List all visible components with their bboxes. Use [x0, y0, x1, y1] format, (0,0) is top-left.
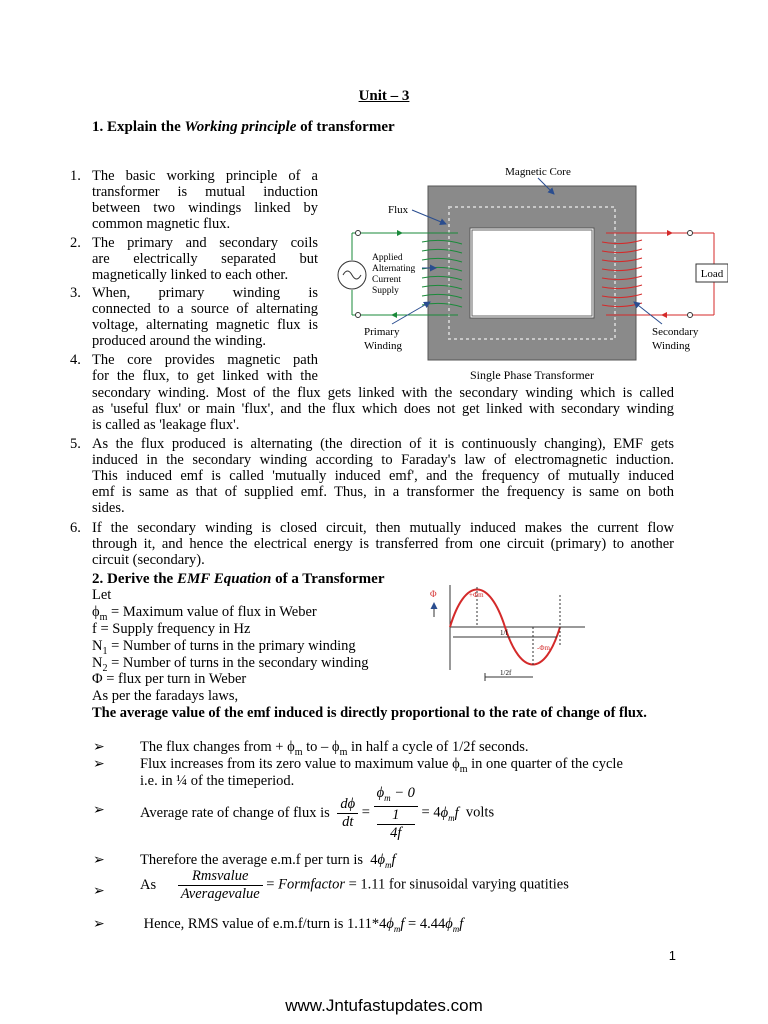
bullet-2-line-2: i.e. in ¼ of the timeperiod.	[140, 773, 295, 789]
point-4-line-5: is called as 'leakage flux'.	[92, 417, 240, 433]
primary-label: Primary	[364, 326, 400, 338]
point-5-line-2: induced in the secondary winding according to Faraday's law of electromagnetic induction.	[92, 452, 674, 468]
bullet-3: Average rate of change of flux is $\frac{d\phi}{dt}$ = $\phi_m - 0$ 1 4f = $4\phi_mf$ volts	[140, 785, 495, 841]
secondary-label: Secondary	[652, 326, 699, 338]
point-1-line-1: The basic working principle of a	[92, 168, 318, 184]
supply-label: Supply	[372, 286, 399, 296]
bullet-1: The flux changes from + $\phi_m$ to – $\phi_m$ in half a cycle of 1/2f seconds.	[140, 739, 529, 758]
point-6-line-1: If the secondary winding is closed circuit, then mutually induced makes the current flow	[92, 520, 674, 536]
point-1-line-2: transformer is mutual induction	[92, 184, 318, 200]
secondary-winding-label: Winding	[652, 340, 691, 352]
point-6-number: 6.	[70, 520, 81, 536]
point-3-line-2: connected to a source of alternating	[92, 301, 318, 317]
question-1-heading: 1. Explain the Working principle of transformer	[92, 119, 395, 135]
question-2-heading: 2. Derive the EMF Equation of a Transformer	[92, 571, 385, 587]
diagram-caption: Single Phase Transformer	[470, 368, 594, 382]
bullet-4: Therefore the average e.m.f per turn is $4\phi_mf$	[140, 852, 396, 870]
point-2-line-1: The primary and secondary coils	[92, 235, 318, 251]
point-3-line-1: When, primary winding is	[92, 285, 318, 301]
let-text: Let	[92, 587, 112, 603]
phi-axis-label: Φ	[430, 589, 437, 599]
primary-winding-label: Winding	[364, 340, 403, 352]
bullet-arrow-icon: ➢	[93, 803, 105, 818]
def-phim: $\phi_m$ = Maximum value of flux in Weber	[92, 604, 317, 623]
flux-waveform-diagram	[425, 575, 590, 690]
point-4-number: 4.	[70, 352, 81, 368]
def-phi: Φ = flux per turn in Weber	[92, 671, 247, 687]
bullet-5: As $\frac{\text{Rmsvalue}}{\text{Averagevalue}}$ = Formfactor = 1.11 for sinusoidal varying quatities	[140, 868, 569, 902]
point-5-line-5: sides.	[92, 500, 125, 516]
point-6-line-3: circuit (secondary).	[92, 552, 205, 568]
point-2-number: 2.	[70, 235, 81, 251]
point-3-number: 3.	[70, 285, 81, 301]
bullet-arrow-icon: ➢	[93, 884, 105, 899]
average-emf-statement: The average value of the emf induced is directly proportional to the rate of change of flux.	[92, 705, 647, 721]
alternating-label: Alternating	[372, 264, 416, 274]
point-1-number: 1.	[70, 168, 81, 184]
page-number: 1	[668, 948, 676, 963]
minus-phim-label: -Φm	[537, 644, 550, 652]
bullet-arrow-icon: ➢	[93, 740, 105, 755]
point-5-line-1: As the flux produced is alternating (the direction of it is continuously changing), EMF gets	[92, 436, 674, 452]
def-n1: $N_1$ = Number of turns in the primary winding	[92, 638, 356, 657]
point-4-line-4: as 'useful flux' or main 'flux', and the flux which does not get linked with secondary winding	[92, 401, 674, 417]
footer-url[interactable]: www.Jntufastupdates.com	[285, 996, 483, 1015]
point-1-line-4: common magnetic flux.	[92, 216, 231, 232]
plus-phim-label: +Φm	[469, 591, 484, 599]
def-n2: $N_2$ = Number of turns in the secondary winding	[92, 655, 369, 674]
point-2-line-3: magnetically linked to each other.	[92, 267, 289, 283]
unit-title: Unit – 3	[358, 88, 410, 104]
half-period-label: 1/2f	[500, 669, 512, 677]
bullet-arrow-icon: ➢	[93, 853, 105, 868]
point-5-line-3: This induced emf is called 'mutually induced emf', and the frequency of mutually induced	[92, 468, 674, 484]
point-1-line-3: between two windings linked by	[92, 200, 318, 216]
point-4-line-2: for the flux, to get linked with the	[92, 368, 318, 384]
current-label: Current	[372, 275, 402, 285]
faraday-text: As per the faradays laws,	[92, 688, 239, 704]
point-3-line-3: voltage, alternating magnetic flux is	[92, 317, 318, 333]
point-5-number: 5.	[70, 436, 81, 452]
flux-label: Flux	[388, 204, 409, 216]
point-5-line-4: emf is same as that of supplied emf. Thus, in a transformer the frequency is same on both	[92, 484, 674, 500]
point-2-line-2: are electrically separated but	[92, 251, 318, 267]
bullet-arrow-icon: ➢	[93, 917, 105, 932]
load-label: Load	[700, 268, 724, 280]
period-label: 1/f	[500, 629, 508, 637]
transformer-diagram	[322, 160, 728, 385]
bullet-arrow-icon: ➢	[93, 757, 105, 772]
point-4-line-3: secondary winding. Most of the flux gets linked with the secondary winding which is called	[92, 385, 674, 401]
bullet-6: Hence, RMS value of e.m.f/turn is $1.11*4\phi_mf = 4.44\phi_mf$	[143, 916, 464, 934]
def-f: f = Supply frequency in Hz	[92, 621, 251, 637]
magnetic-core-label: Magnetic Core	[505, 166, 571, 178]
point-4-line-1: The core provides magnetic path	[92, 352, 318, 368]
point-3-line-4: produced around the winding.	[92, 333, 266, 349]
bullet-2-line-1: Flux increases from its zero value to maximum value $\phi_m$ in one quarter of the cycle	[140, 756, 623, 775]
point-6-line-2: through it, and hence the electrical energy is transferred from one circuit (primary) to another	[92, 536, 674, 552]
applied-label: Applied	[372, 253, 403, 263]
